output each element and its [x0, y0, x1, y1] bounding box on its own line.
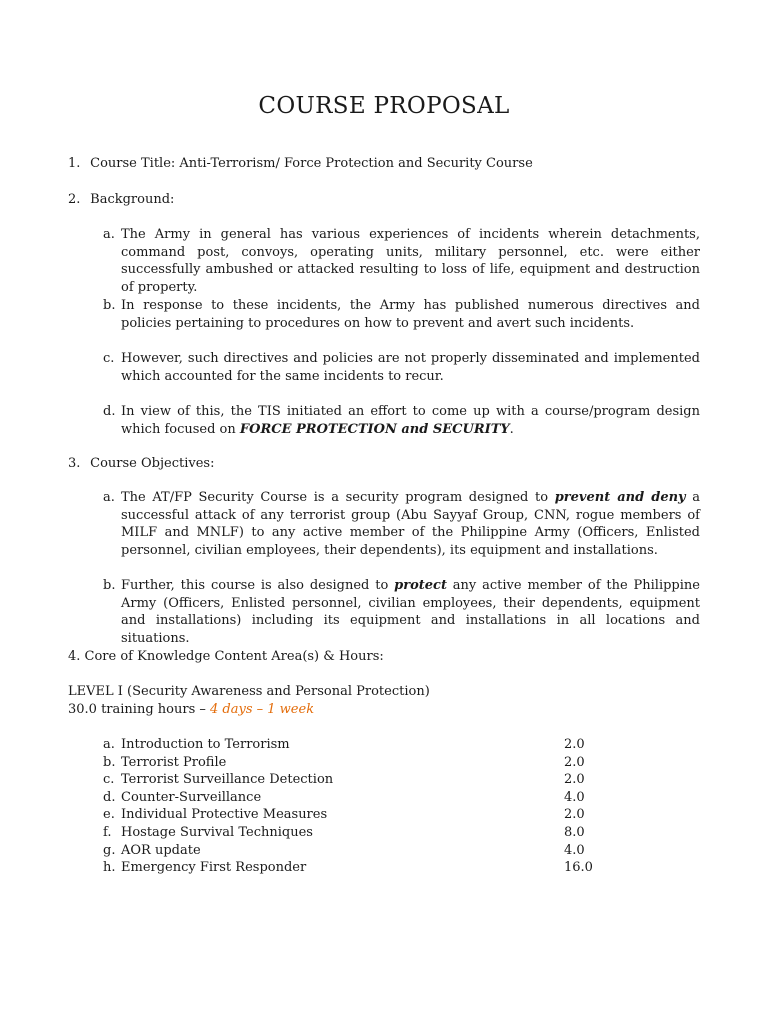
item-text: The Army in general has various experiences of incidents wherein detachments, command post, convoys, operating units, military personnel, etc. were either successfully ambushed or attacked resulting to loss of life, equipment and destruction of property. [121, 227, 700, 295]
section-number: 2. [68, 192, 81, 207]
background-item-c [103, 350, 700, 385]
section-label: Course Objectives: [90, 456, 215, 471]
table-row [103, 771, 623, 789]
row-hours: 4.0 [564, 789, 585, 805]
row-letter: c. [103, 772, 115, 788]
item-letter: d. [103, 404, 116, 419]
row-hours: 16.0 [564, 860, 593, 876]
section-label: Background: [90, 192, 175, 207]
row-hours: 8.0 [564, 824, 585, 840]
section-label: Course Title: Anti-Terrorism/ Force Protection and Security Course [90, 156, 533, 171]
table-row [103, 842, 623, 860]
hours-text: 30.0 training hours – [68, 702, 211, 717]
row-letter: e. [103, 807, 115, 823]
table-row [103, 736, 623, 754]
item-text [121, 403, 700, 438]
row-hours: 2.0 [564, 737, 585, 752]
objective-item-b [103, 577, 700, 647]
item-text: However, such directives and policies are not properly disseminated and implemented which accounted for the same incidents to recur. [121, 351, 700, 384]
section-number: 1. [68, 156, 81, 171]
section-core-knowledge: 4. Core of Knowledge Content Area(s) & Hours: [68, 649, 384, 664]
section-background [68, 191, 174, 209]
item-letter: b. [103, 298, 116, 313]
emphasis-text: protect [394, 578, 447, 593]
objective-item-a [103, 489, 700, 559]
row-letter: f. [103, 824, 112, 840]
table-row [103, 806, 623, 824]
table-row [103, 859, 623, 877]
item-text-pre: The AT/FP Security Course is a security program designed to [121, 490, 555, 505]
row-letter: h. [103, 860, 116, 876]
background-item-b [103, 297, 700, 332]
table-row [103, 754, 623, 772]
row-topic: Terrorist Profile [121, 754, 227, 770]
item-text [121, 577, 700, 647]
background-item-d [103, 403, 700, 438]
item-text-pre: In view of this, the TIS initiated an effort to come up with a course/program design which focused on [121, 404, 700, 437]
row-topic: Individual Protective Measures [121, 807, 328, 823]
item-text [121, 489, 700, 559]
item-letter: c. [103, 351, 115, 366]
item-text: In response to these incidents, the Army has published numerous directives and policies pertaining to procedures on how to prevent and avert such incidents. [121, 298, 700, 331]
item-letter: b. [103, 578, 116, 593]
row-hours: 2.0 [564, 754, 585, 770]
emphasis-text: FORCE PROTECTION and SECURITY [239, 421, 510, 437]
row-topic: Terrorist Surveillance Detection [121, 772, 334, 788]
section-course-title [68, 155, 533, 173]
row-hours: 4.0 [564, 842, 585, 858]
table-row [103, 789, 623, 807]
item-letter: a. [103, 490, 115, 505]
row-hours: 2.0 [564, 772, 585, 788]
row-letter: b. [103, 754, 116, 770]
item-text-post: a successful attack of any terrorist group (Abu Sayyaf Group, CNN, rogue members of MILF and MNLF) to any active member of the Philippine Army (Officers, Enlisted personnel, civilian employees, their dependents), its equipment and installations. [121, 490, 701, 558]
level-hours [68, 701, 314, 719]
emphasis-text: prevent and deny [554, 490, 686, 505]
row-topic: Introduction to Terrorism [121, 737, 290, 752]
page-title: COURSE PROPOSAL [258, 93, 510, 119]
section-number: 3. [68, 456, 81, 471]
row-letter: a. [103, 737, 115, 752]
item-text-post: any active member of the Philippine Army (Officers, Enlisted personnel, civilian employees, their dependents, equipment and installations) including its equipment and installations in all locations and situations. [121, 578, 700, 646]
row-topic: AOR update [121, 842, 201, 858]
duration-text: 4 days – 1 week [210, 702, 315, 717]
row-topic: Hostage Survival Techniques [121, 824, 313, 840]
item-text-post: . [509, 421, 514, 437]
row-letter: g. [103, 842, 116, 858]
hours-table [103, 736, 623, 877]
section-objectives [68, 455, 214, 473]
row-topic: Counter-Surveillance [121, 789, 262, 805]
item-text-pre: Further, this course is also designed to [121, 578, 395, 593]
level-title: LEVEL I (Security Awareness and Personal Protection) [68, 684, 430, 699]
table-row [103, 824, 623, 842]
row-letter: d. [103, 789, 116, 805]
background-item-a [103, 226, 700, 296]
row-topic: Emergency First Responder [121, 860, 307, 876]
row-hours: 2.0 [564, 807, 585, 823]
item-letter: a. [103, 227, 115, 242]
